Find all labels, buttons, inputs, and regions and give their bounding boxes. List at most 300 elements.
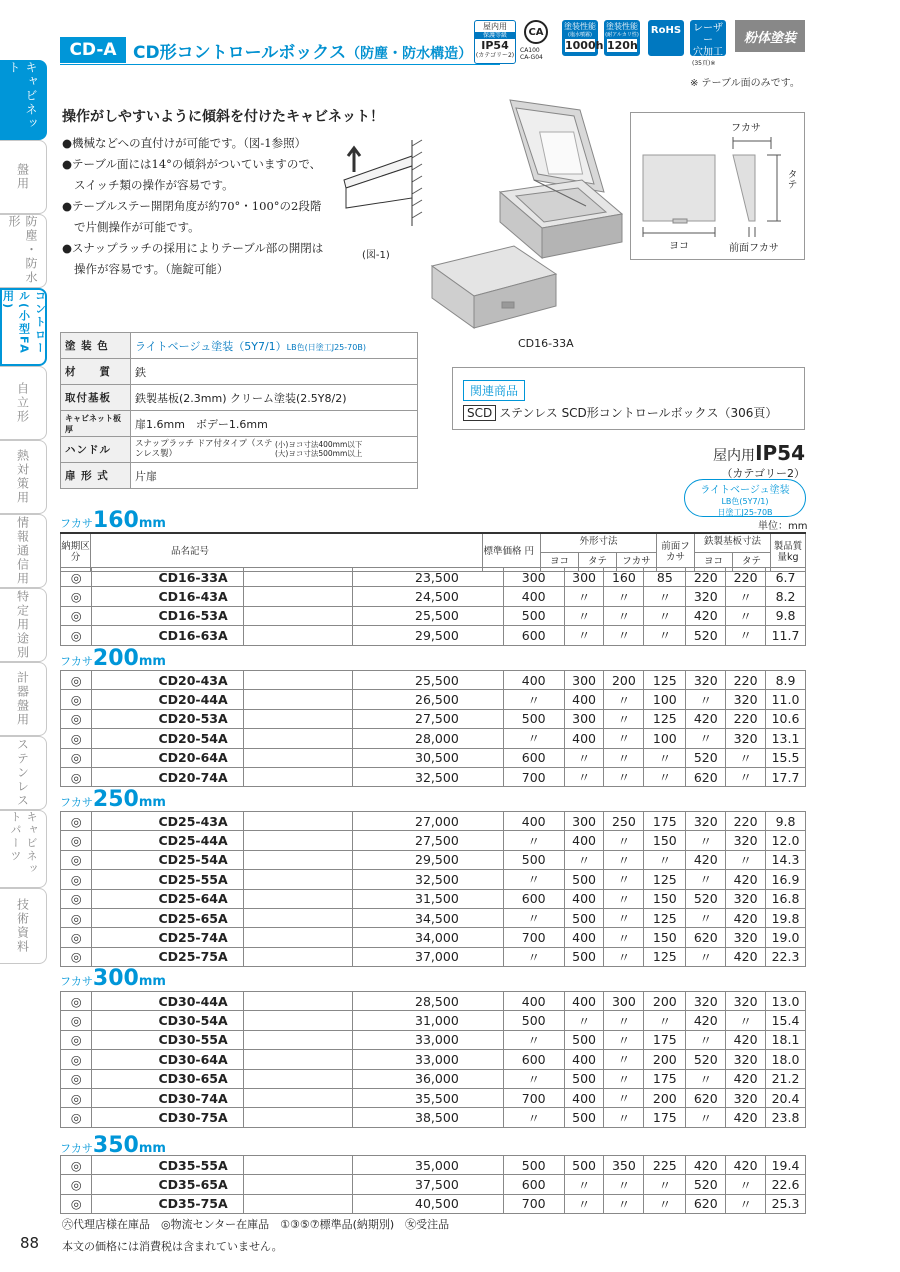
table-row: [61, 831, 806, 850]
spacer: [243, 850, 352, 869]
related-title: 関連商品: [463, 380, 525, 401]
table-row: [61, 1050, 806, 1069]
spacer: [243, 748, 352, 767]
outer-depth: 〃: [604, 709, 644, 728]
front-depth: 100: [644, 729, 686, 748]
title-sub: （防塵・防水構造）: [346, 46, 473, 62]
outer-width: 500: [503, 1156, 564, 1175]
dim-depth: フカサ: [731, 123, 761, 134]
product-photo-label: CD16-33A: [518, 337, 574, 350]
badge-rohs: RoHS: [648, 20, 684, 56]
delivery-mark: ◎: [61, 812, 92, 831]
weight: 8.9: [766, 671, 806, 690]
table-row: [61, 1194, 806, 1213]
delivery-mark: ◎: [61, 850, 92, 869]
plate-height: 320: [726, 1088, 766, 1107]
delivery-mark: ◎: [61, 908, 92, 927]
plate-width: 420: [686, 1011, 726, 1030]
col-plate: 鉄製基板寸法: [695, 533, 771, 552]
unit-label: 単位：mm: [758, 521, 808, 532]
outer-width: 〃: [503, 947, 564, 966]
side-tab-dustproof[interactable]: 防塵・防水形: [0, 214, 47, 288]
model-code: CD16-43A: [92, 587, 243, 606]
delivery-mark: ◎: [61, 767, 92, 786]
section-label-200: [60, 646, 166, 671]
weight: 19.4: [766, 1156, 806, 1175]
plate-width: 520: [686, 889, 726, 908]
outer-depth: 〃: [604, 1088, 644, 1107]
outer-depth: 〃: [604, 1194, 644, 1213]
side-tab-freestanding[interactable]: 自立形: [0, 366, 47, 440]
mounting-figure: [336, 136, 432, 236]
delivery-mark: ◎: [61, 729, 92, 748]
outer-width: 500: [503, 709, 564, 728]
price: 32,500: [352, 767, 503, 786]
plate-height: 320: [726, 729, 766, 748]
col-outer: 外形寸法: [541, 533, 657, 552]
model-code: CD25-75A: [92, 947, 243, 966]
delivery-mark: ◎: [61, 870, 92, 889]
spec-key: ハンドル: [61, 437, 131, 463]
outer-width: 〃: [503, 690, 564, 709]
spec-paint-code: LB色(日塗工J25-70B): [286, 342, 366, 352]
spec-value: 扉1.6mm ボデー1.6mm: [131, 411, 418, 437]
price: 27,500: [352, 709, 503, 728]
outer-width: 700: [503, 1088, 564, 1107]
plate-width: 420: [686, 1156, 726, 1175]
outer-depth: 〃: [604, 626, 644, 645]
weight: 19.8: [766, 908, 806, 927]
model-code: CD35-55A: [92, 1156, 243, 1175]
badge-ip54-l2: 保護等級: [475, 32, 515, 39]
plate-width: 〃: [686, 1030, 726, 1049]
weight: 14.3: [766, 850, 806, 869]
plate-width: 320: [686, 587, 726, 606]
dim-front-depth: 前面フカサ: [729, 243, 779, 254]
spec-value: [131, 333, 418, 359]
spacer: [243, 1194, 352, 1213]
model-code: CD30-55A: [92, 1030, 243, 1049]
model-code: CD30-64A: [92, 1050, 243, 1069]
col-model: 品名記号: [91, 533, 483, 572]
model-code: CD30-44A: [92, 992, 243, 1011]
spacer: [243, 767, 352, 786]
section-table-300: [60, 991, 806, 1128]
price: 28,500: [352, 992, 503, 1011]
front-depth: 125: [644, 908, 686, 927]
col-front: 前面フカサ: [657, 533, 695, 572]
spacer: [243, 1050, 352, 1069]
ip-rating: [700, 441, 805, 481]
outer-depth: 〃: [604, 1069, 644, 1088]
outer-height: 300: [564, 671, 604, 690]
side-tab-special[interactable]: 特定用途別: [0, 588, 47, 662]
plate-width: 220: [686, 568, 726, 587]
model-code: CD25-55A: [92, 870, 243, 889]
weight: 9.8: [766, 812, 806, 831]
section-label-250: [60, 787, 166, 812]
badge-laser-l2: 穴加工: [693, 47, 723, 58]
col-outer-w: ヨコ: [541, 552, 579, 571]
outer-width: 400: [503, 812, 564, 831]
weight: 18.0: [766, 1050, 806, 1069]
outer-height: 400: [564, 729, 604, 748]
outer-width: 600: [503, 1175, 564, 1194]
plate-width: 620: [686, 1088, 726, 1107]
spec-handle-size: (小)ヨコ寸法400mm以下 (大)ヨコ寸法500mm以上: [275, 440, 363, 458]
spec-paint: ライトベージュ塗装（5Y7/1）: [135, 339, 287, 353]
table-surface-note: ※ テーブル面のみです。: [690, 78, 800, 89]
figure-1-label: (図-1): [362, 250, 390, 261]
front-depth: 200: [644, 992, 686, 1011]
outer-width: 〃: [503, 908, 564, 927]
tax-footnote: 本文の価格には消費税は含まれていません。: [62, 1240, 283, 1253]
outer-height: 〃: [564, 1194, 604, 1213]
spacer: [243, 1175, 352, 1194]
price: 34,000: [352, 928, 503, 947]
front-depth: 175: [644, 1069, 686, 1088]
outer-width: 〃: [503, 870, 564, 889]
weight: 21.2: [766, 1069, 806, 1088]
weight: 15.5: [766, 748, 806, 767]
plate-height: 〃: [726, 748, 766, 767]
front-depth: 175: [644, 1030, 686, 1049]
outer-depth: 300: [604, 992, 644, 1011]
badge-laser: [690, 20, 726, 56]
outer-depth: 〃: [604, 1050, 644, 1069]
delivery-mark: ◎: [61, 587, 92, 606]
spec-row: [61, 385, 418, 411]
front-depth: 〃: [644, 850, 686, 869]
outer-height: 400: [564, 928, 604, 947]
sec-unit: mm: [138, 974, 166, 989]
spec-row: [61, 463, 418, 489]
table-row: [61, 928, 806, 947]
model-code: CD20-43A: [92, 671, 243, 690]
model-code: CD20-54A: [92, 729, 243, 748]
sec-depth: 350: [92, 1133, 139, 1158]
plate-height: 320: [726, 889, 766, 908]
sec-prefix: フカサ: [60, 1142, 93, 1155]
related-link[interactable]: [463, 404, 777, 421]
outer-width: 700: [503, 767, 564, 786]
weight: 6.7: [766, 568, 806, 587]
price: 25,500: [352, 671, 503, 690]
ip-category: （カテゴリー2）: [721, 467, 805, 480]
lead-heading: 操作がしやすいように傾斜を付けたキャビネット！: [62, 109, 384, 125]
plate-height: 〃: [726, 1194, 766, 1213]
weight: 23.8: [766, 1108, 806, 1127]
badge-salt-l2: (塩水噴霧): [568, 31, 592, 38]
badge-alkali-l1: 塗装性能: [606, 22, 638, 31]
plate-width: 〃: [686, 908, 726, 927]
table-row: [61, 767, 806, 786]
price: 35,500: [352, 1088, 503, 1107]
delivery-mark: ◎: [61, 1050, 92, 1069]
outer-depth: 〃: [604, 1108, 644, 1127]
related-code: SCD: [463, 405, 496, 421]
plate-width: 320: [686, 671, 726, 690]
plate-height: 320: [726, 1050, 766, 1069]
spacer: [243, 947, 352, 966]
sec-prefix: フカサ: [60, 517, 93, 530]
outer-height: 300: [564, 568, 604, 587]
side-tab-parts[interactable]: キャビネットパーツ: [0, 810, 47, 888]
table-row: [61, 626, 806, 645]
front-depth: 〃: [644, 587, 686, 606]
table-row: [61, 690, 806, 709]
feature-item: ●テーブル面には14°の傾斜がついていますので、スイッチ類の操作が容易です。: [62, 157, 322, 192]
plate-height: 〃: [726, 1011, 766, 1030]
outer-height: 〃: [564, 606, 604, 625]
plate-height: 320: [726, 928, 766, 947]
side-tab-control[interactable]: コントロール(小型FA用): [0, 288, 47, 366]
delivery-mark: ◎: [61, 748, 92, 767]
plate-height: 320: [726, 690, 766, 709]
front-depth: 〃: [644, 606, 686, 625]
outer-depth: 〃: [604, 831, 644, 850]
spec-value: 鉄: [131, 359, 418, 385]
table-row: [61, 606, 806, 625]
front-depth: 150: [644, 928, 686, 947]
front-depth: 125: [644, 671, 686, 690]
spacer: [243, 729, 352, 748]
price: 30,500: [352, 748, 503, 767]
spec-key: 塗 装 色: [61, 333, 131, 359]
price: 27,000: [352, 812, 503, 831]
title-main: CD形コントロールボックス: [133, 43, 347, 63]
plate-height: 〃: [726, 587, 766, 606]
delivery-mark: ◎: [61, 1108, 92, 1127]
delivery-mark: ◎: [61, 626, 92, 645]
price: 29,500: [352, 850, 503, 869]
plate-height: 220: [726, 709, 766, 728]
table-row: [61, 1088, 806, 1107]
plate-height: 420: [726, 1030, 766, 1049]
price: 33,000: [352, 1030, 503, 1049]
delivery-mark: ◎: [61, 992, 92, 1011]
model-code: CD30-74A: [92, 1088, 243, 1107]
model-code: CD16-53A: [92, 606, 243, 625]
side-tab-stainless[interactable]: ステンレス: [0, 736, 47, 810]
front-depth: 100: [644, 690, 686, 709]
front-depth: 〃: [644, 748, 686, 767]
side-tab-cabinet[interactable]: キャビネット: [0, 60, 47, 140]
outer-depth: 〃: [604, 947, 644, 966]
model-code: CD16-33A: [92, 568, 243, 587]
badge-laser-l1: レーザー: [693, 23, 723, 46]
plate-width: 620: [686, 767, 726, 786]
weight: 11.0: [766, 690, 806, 709]
spec-key: 扉 形 式: [61, 463, 131, 489]
delivery-mark: ◎: [61, 568, 92, 587]
spacer: [243, 1156, 352, 1175]
outer-width: 400: [503, 587, 564, 606]
table-row: [61, 1030, 806, 1049]
front-depth: 150: [644, 889, 686, 908]
sec-unit: mm: [138, 795, 166, 810]
outer-height: 〃: [564, 767, 604, 786]
model-code: CD25-54A: [92, 850, 243, 869]
side-tab-telecom[interactable]: 情報通信用: [0, 514, 47, 588]
spacer: [243, 690, 352, 709]
table-row: [61, 1011, 806, 1030]
price: 29,500: [352, 626, 503, 645]
weight: 9.8: [766, 606, 806, 625]
plate-height: 〃: [726, 626, 766, 645]
table-row: [61, 1156, 806, 1175]
plate-width: 520: [686, 1050, 726, 1069]
weight: 12.0: [766, 831, 806, 850]
section-table-160: [60, 567, 806, 646]
outer-width: 400: [503, 992, 564, 1011]
model-code: CD25-64A: [92, 889, 243, 908]
outer-width: 600: [503, 626, 564, 645]
front-depth: 〃: [644, 1175, 686, 1194]
delivery-mark: ◎: [61, 1069, 92, 1088]
outer-height: 500: [564, 1030, 604, 1049]
spacer: [243, 1108, 352, 1127]
side-tab-meter[interactable]: 計器盤用: [0, 662, 47, 736]
outer-depth: 〃: [604, 1030, 644, 1049]
spacer: [243, 870, 352, 889]
ip-value: IP54: [755, 441, 805, 465]
plate-height: 220: [726, 812, 766, 831]
plate-width: 520: [686, 626, 726, 645]
plate-width: 320: [686, 992, 726, 1011]
plate-height: 420: [726, 870, 766, 889]
price: 27,500: [352, 831, 503, 850]
ca-sub: CA100 CA-G04: [520, 47, 543, 62]
spacer: [243, 671, 352, 690]
table-row: [61, 947, 806, 966]
outer-width: 〃: [503, 1030, 564, 1049]
weight: 8.2: [766, 587, 806, 606]
front-depth: 〃: [644, 626, 686, 645]
spacer: [243, 1088, 352, 1107]
badge-ip54-l1: 屋内用: [483, 22, 507, 31]
col-delivery: 納期区分: [61, 533, 91, 572]
outer-height: 〃: [564, 626, 604, 645]
weight: 11.7: [766, 626, 806, 645]
badge-salt-l1: 塗装性能: [564, 22, 596, 31]
plate-height: 420: [726, 1069, 766, 1088]
sec-prefix: フカサ: [60, 796, 93, 809]
spec-row: [61, 411, 418, 437]
sec-unit: mm: [138, 654, 166, 669]
outer-width: 700: [503, 928, 564, 947]
col-plate-w: ヨコ: [695, 552, 733, 571]
price: 23,500: [352, 568, 503, 587]
outer-height: 500: [564, 870, 604, 889]
price: 31,500: [352, 889, 503, 908]
price: 35,000: [352, 1156, 503, 1175]
outer-depth: 〃: [604, 908, 644, 927]
side-tab-thermal[interactable]: 熱対策用: [0, 440, 47, 514]
table-row: [61, 568, 806, 587]
table-row: [61, 1108, 806, 1127]
delivery-mark: ◎: [61, 928, 92, 947]
outer-height: 400: [564, 831, 604, 850]
plate-width: 420: [686, 850, 726, 869]
side-tab-panel[interactable]: 盤用: [0, 140, 47, 214]
spacer: [243, 831, 352, 850]
front-depth: 175: [644, 812, 686, 831]
delivery-mark: ◎: [61, 709, 92, 728]
table-row: [61, 850, 806, 869]
model-code: CD25-74A: [92, 928, 243, 947]
model-code: CD30-65A: [92, 1069, 243, 1088]
plate-width: 〃: [686, 1069, 726, 1088]
spacer: [243, 626, 352, 645]
plate-height: 220: [726, 568, 766, 587]
plate-width: 〃: [686, 729, 726, 748]
plate-height: 〃: [726, 606, 766, 625]
outer-height: 300: [564, 709, 604, 728]
badge-alkali: [604, 20, 640, 56]
outer-width: 〃: [503, 729, 564, 748]
outer-depth: 250: [604, 812, 644, 831]
spacer: [243, 812, 352, 831]
spec-value: 片扉: [131, 463, 418, 489]
outer-depth: 〃: [604, 729, 644, 748]
front-depth: 200: [644, 1088, 686, 1107]
header-rule: [60, 64, 500, 65]
spacer: [243, 709, 352, 728]
price: 37,500: [352, 1175, 503, 1194]
feature-item: ●機械などへの直付けが可能です。（図-1参照）: [62, 136, 307, 150]
badge-salt-spray: [562, 20, 604, 56]
table-row: [61, 671, 806, 690]
outer-height: 〃: [564, 587, 604, 606]
price: 25,500: [352, 606, 503, 625]
plate-width: 〃: [686, 831, 726, 850]
outer-height: 〃: [564, 1011, 604, 1030]
spacer: [243, 908, 352, 927]
plate-height: 320: [726, 992, 766, 1011]
col-outer-h: タテ: [579, 552, 617, 571]
badge-ip54-l4: (カテゴリー2): [475, 51, 515, 59]
outer-width: 600: [503, 1050, 564, 1069]
outer-depth: 〃: [604, 870, 644, 889]
delivery-mark: ◎: [61, 1088, 92, 1107]
outer-height: 500: [564, 1069, 604, 1088]
model-code: CD16-63A: [92, 626, 243, 645]
price: 40,500: [352, 1194, 503, 1213]
feature-list: [62, 133, 332, 280]
delivery-mark: ◎: [61, 1030, 92, 1049]
model-code: CD20-53A: [92, 709, 243, 728]
plate-width: 420: [686, 709, 726, 728]
front-depth: 175: [644, 1108, 686, 1127]
delivery-mark: ◎: [61, 690, 92, 709]
table-row: [61, 709, 806, 728]
delivery-mark: ◎: [61, 1175, 92, 1194]
delivery-mark: ◎: [61, 831, 92, 850]
side-tab-technical[interactable]: 技術資料: [0, 888, 47, 964]
page-title: [133, 38, 472, 63]
outer-height: 500: [564, 1108, 604, 1127]
outer-depth: 〃: [604, 690, 644, 709]
spacer: [243, 928, 352, 947]
delivery-mark: ◎: [61, 606, 92, 625]
sec-depth: 200: [92, 646, 139, 671]
sec-unit: mm: [138, 516, 166, 531]
spacer: [243, 1011, 352, 1030]
weight: 15.4: [766, 1011, 806, 1030]
model-code: CD25-43A: [92, 812, 243, 831]
outer-width: 500: [503, 606, 564, 625]
